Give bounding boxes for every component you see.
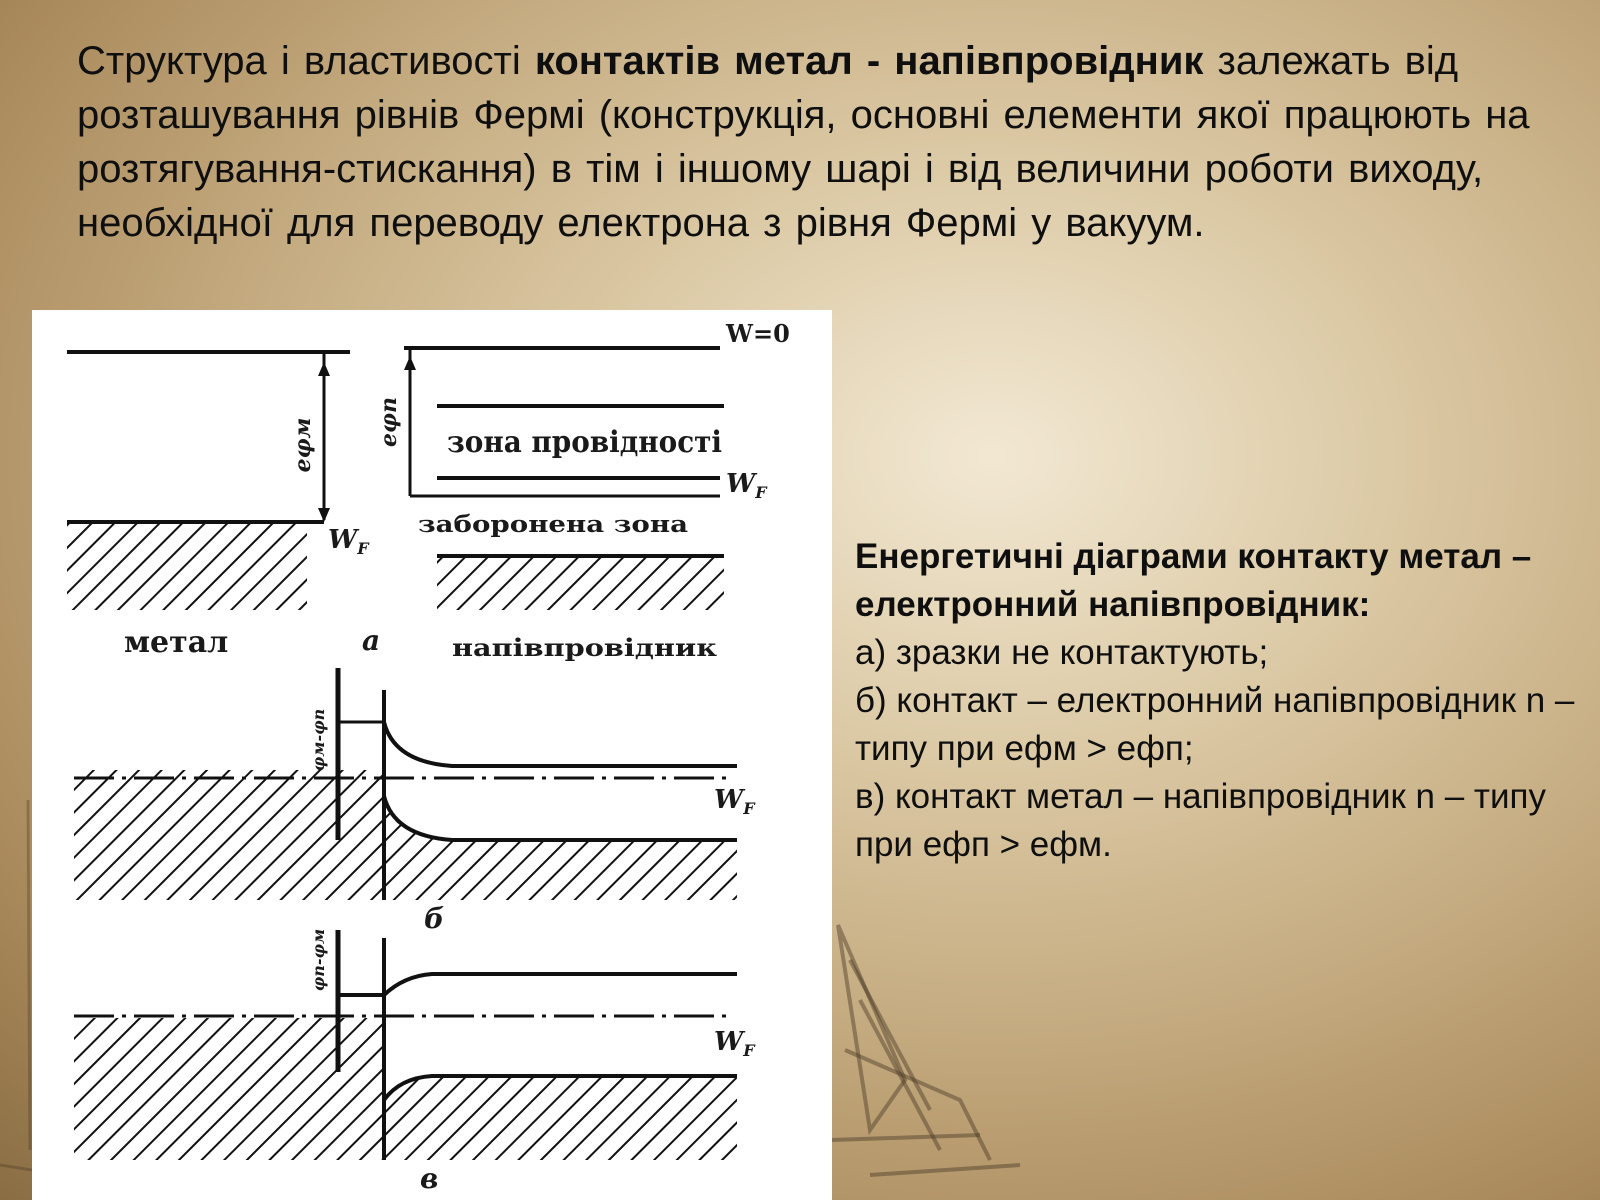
diagram-b <box>74 668 756 935</box>
metal-arrow-head-bottom <box>318 508 330 522</box>
metal-filled-band <box>67 524 307 610</box>
semi-valence-band <box>437 558 724 610</box>
energy-diagram-figure <box>32 310 832 1200</box>
barrier-label-b: φм-φп <box>309 708 328 772</box>
caption-title: Енергетичні діаграми контакту метал – електронний напівпровідник: <box>855 537 1532 624</box>
metal-label: метал <box>124 625 229 660</box>
caption-item-a: а) зразки не контактують; <box>855 633 1269 672</box>
diagram-a-label: a <box>362 624 381 657</box>
barrier-label-c: φп-φм <box>309 928 328 992</box>
conduction-band-c <box>338 974 737 995</box>
conduction-band-b <box>384 722 737 766</box>
forbidden-band-label: заборонена зона <box>418 511 689 538</box>
diagram-c <box>74 929 756 1195</box>
semi-arrow-head-top <box>404 356 416 370</box>
semiconductor-label: напівпровідник <box>452 633 718 662</box>
valence-band-b <box>384 796 737 840</box>
diagram-c-label: в <box>420 1162 439 1195</box>
caption-item-c: в) контакт метал – напівпровідник n – типу при ефп > ефм. <box>855 777 1546 864</box>
intro-paragraph <box>77 34 1537 250</box>
metal-fermi-label: $W_F$ <box>328 525 369 558</box>
semi-valence-fill-c <box>384 1076 737 1160</box>
intro-text-end: залежать від розташування рівнів Фермі (конструкція, основні елементи якої працюють на розтягування-стискання) в тім і іншому шарі і від величини роботи виходу, необхідної для переводу електрона з рівня Фермі у вакуум. <box>77 39 1530 245</box>
caption-item-b: б) контакт – електронний напівпровідник n – типу при ефм > ефп; <box>855 681 1575 768</box>
diagram-a <box>67 319 790 662</box>
semi-fermi-label: $W_F$ <box>726 469 767 502</box>
figure-caption <box>855 533 1595 869</box>
fermi-label-c: $W_F$ <box>714 1027 755 1060</box>
conduction-band-label: зона провідності <box>447 425 722 460</box>
diagram-b-label: б <box>424 902 445 935</box>
energy-diagram-svg <box>32 310 832 1200</box>
semi-valence-fill-b <box>384 796 737 900</box>
intro-text-bold: контактів метал - напівпровідник <box>534 39 1204 83</box>
metal-arrow-head-top <box>318 362 330 376</box>
fermi-label-b: $W_F$ <box>714 785 755 818</box>
intro-text-start: Структура і властивості <box>77 39 535 83</box>
semi-work-function-label: eφп <box>376 397 402 447</box>
vacuum-level-label: W=0 <box>726 319 790 348</box>
metal-work-function-label: eφм <box>290 417 316 473</box>
